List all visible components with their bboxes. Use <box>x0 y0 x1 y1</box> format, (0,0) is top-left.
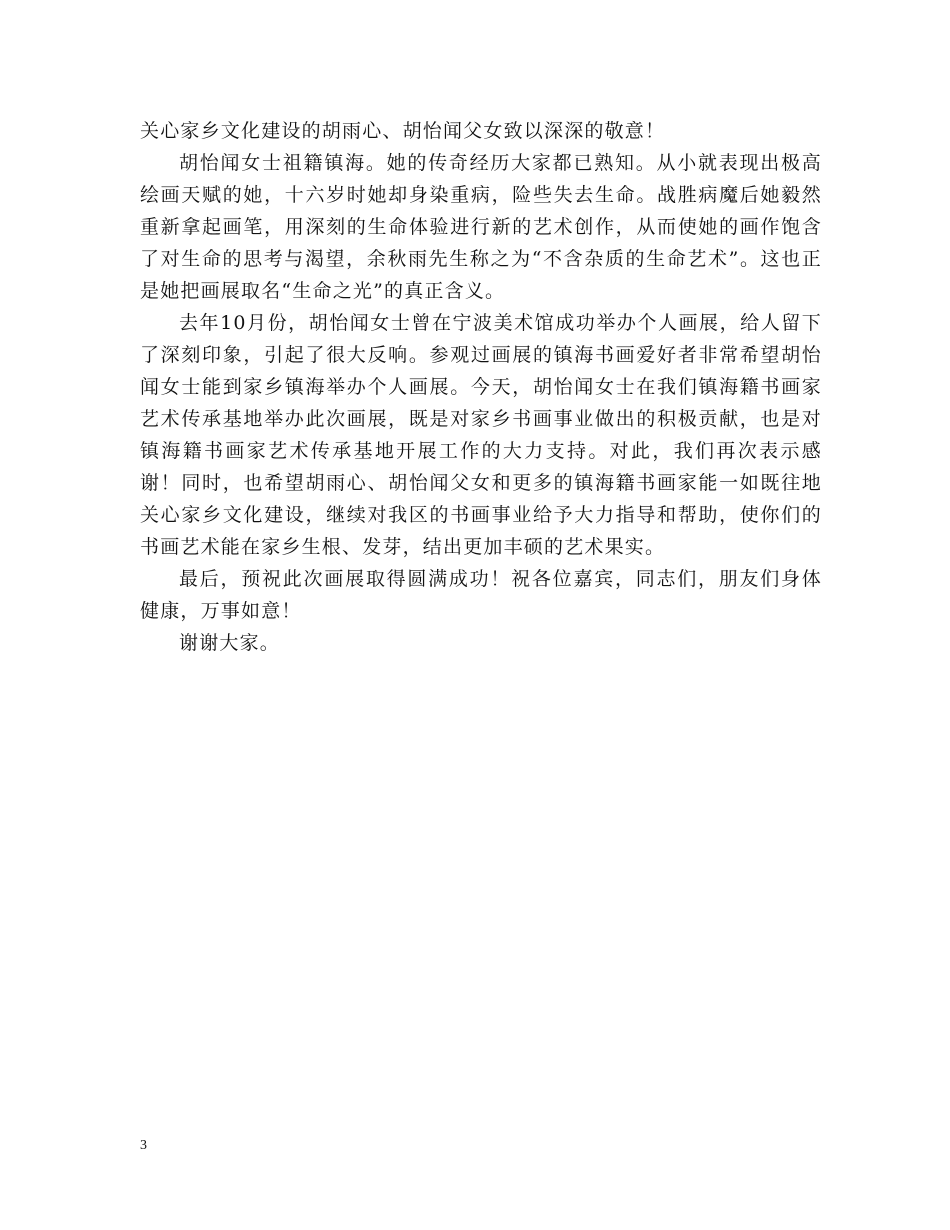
paragraph-1: 关心家乡文化建设的胡雨心、胡怡闻父女致以深深的敬意！ <box>140 120 666 142</box>
paragraph-2: 胡怡闻女士祖籍镇海。她的传奇经历大家都已熟知。从小就表现出极高绘画天赋的她，十六岁时她却身染重病，险些失去生命。战胜病魔后她毅然重新拿起画笔，用深刻的生命体验进行新的艺术创作，从而使她的画作饱含了对生命的思考与渴望，余秋雨先生称之为“不含杂质的生命艺术”。这也正是她把画展取名“生命之光”的真正含义。 <box>140 152 822 302</box>
paragraph-5: 谢谢大家。 <box>179 632 281 654</box>
paragraph-3: 去年10月份，胡怡闻女士曾在宁波美术馆成功举办个人画展，给人留下了深刻印象，引起了很大反响。参观过画展的镇海书画爱好者非常希望胡怡闻女士能到家乡镇海举办个人画展。今天，胡怡闻女士在我们镇海籍书画家艺术传承基地举办此次画展，既是对家乡书画事业做出的积极贡献，也是对镇海籍书画家艺术传承基地开展工作的大力支持。对此，我们再次表示感谢！同时，也希望胡雨心、胡怡闻父女和更多的镇海籍书画家能一如既往地关心家乡文化建设，继续对我区的书画事业给予大力指导和帮助，使你们的书画艺术能在家乡生根、发芽，结出更加丰硕的艺术果实。 <box>140 312 822 558</box>
page-number: 3 <box>140 1138 147 1153</box>
document-body <box>140 115 822 659</box>
paragraph-4: 最后，预祝此次画展取得圆满成功！祝各位嘉宾，同志们，朋友们身体健康，万事如意！ <box>140 568 822 622</box>
